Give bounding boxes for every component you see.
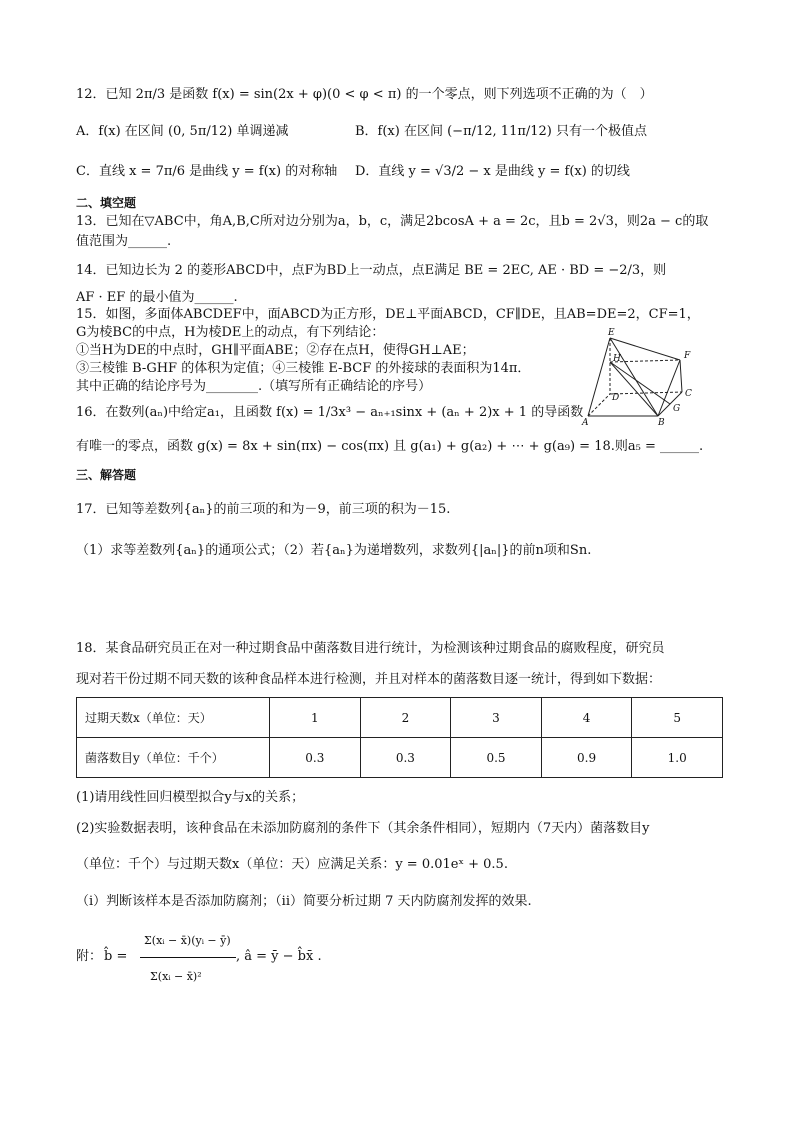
table-cell: 0.3 bbox=[270, 738, 361, 778]
polyhedron-figure bbox=[580, 326, 710, 430]
label-B: B bbox=[658, 418, 665, 428]
q12-option-d: D．直线 y = √3/2 − x 是曲线 y = f(x) 的切线 bbox=[355, 164, 630, 179]
q15-line1: 15．如图，多面体ABCDEF中，面ABCD为正方形，DE⊥平面ABCD，CF∥DE，且AB=DE=2，CF=1， bbox=[76, 307, 700, 322]
formula-prefix: 附： bbox=[76, 949, 103, 964]
q15-line2: G为棱BC的中点，H为棱DE上的动点，有下列结论： bbox=[76, 325, 385, 340]
q12-option-a: A．f(x) 在区间 (0, 5π/12) 单调递减 bbox=[76, 124, 289, 139]
q14-line2: AF · EF 的最小值为______. bbox=[76, 290, 238, 305]
table-cell: 2 bbox=[360, 698, 451, 738]
table-cell: 0.9 bbox=[541, 738, 632, 778]
q18-part2a: (2)实验数据表明，该种食品在未添加防腐剂的条件下（其余条件相同），短期内（7天内）菌落数目y bbox=[76, 821, 650, 836]
label-A: A bbox=[582, 418, 589, 428]
q16-line1: 16．在数列(aₙ)中给定a₁，且函数 f(x) = 1/3x³ − aₙ₊₁sinx + (aₙ + 2)x + 1 的导函数 bbox=[76, 405, 584, 420]
q13-line1: 13．已知在▽ABC中，角A,B,C所对边分别为a，b，c，满足2bcosA + a = 2c，且b = 2√3，则2a − c的取 bbox=[76, 214, 709, 229]
q18-part1: (1)请用线性回归模型拟合y与x的关系； bbox=[76, 790, 305, 805]
q12-stem: 12．已知 2π/3 是函数 f(x) = sin(2x + φ)(0 < φ < π) 的一个零点，则下列选项不正确的为（ ） bbox=[76, 87, 653, 102]
label-E: E bbox=[608, 328, 615, 338]
q14-line1: 14．已知边长为 2 的菱形ABCD中，点F为BD上一动点，点E满足 BE = 2EC, AE · BD = −2/3，则 bbox=[76, 263, 667, 278]
label-H: H bbox=[613, 354, 621, 364]
q16-line2: 有唯一的零点，函数 g(x) = 8x + sin(πx) − cos(πx) 且 g(a₁) + g(a₂) + ⋯ + g(a₉) = 18.则a₅ = ______. bbox=[76, 439, 704, 454]
section-fill-in: 二、填空题 bbox=[76, 196, 137, 210]
label-F: F bbox=[684, 351, 691, 361]
table-cell: 5 bbox=[632, 698, 723, 738]
table-row bbox=[77, 738, 723, 778]
q13-line2: 值范围为______. bbox=[76, 234, 172, 249]
q18-part3: （i）判断该样本是否添加防腐剂；（ii）简要分析过期 7 天内防腐剂发挥的效果. bbox=[76, 894, 532, 909]
formula-b-hat: b̂ = bbox=[104, 949, 128, 964]
q18-part2b: （单位：千个）与过期天数x（单位：天）应满足关系：y = 0.01eˣ + 0.5. bbox=[76, 857, 508, 872]
label-G: G bbox=[673, 404, 681, 414]
label-C: C bbox=[685, 389, 692, 399]
table-row bbox=[77, 698, 723, 738]
q12-option-c: C．直线 x = 7π/6 是曲线 y = f(x) 的对称轴 bbox=[76, 164, 338, 179]
table-cell: 0.5 bbox=[451, 738, 542, 778]
table-header-count: 菌落数目y（单位：千个） bbox=[77, 738, 270, 778]
formula-a-hat: , â = ȳ − b̂x̄ . bbox=[236, 949, 322, 964]
q15-line3: ①当H为DE的中点时，GH∥平面ABE；②存在点H，使得GH⊥AE； bbox=[76, 343, 475, 358]
table-cell: 3 bbox=[451, 698, 542, 738]
table-header-days: 过期天数x（单位：天） bbox=[77, 698, 270, 738]
table-cell: 0.3 bbox=[360, 738, 451, 778]
table-cell: 4 bbox=[541, 698, 632, 738]
q12-option-b: B．f(x) 在区间 (−π/12, 11π/12) 只有一个极值点 bbox=[355, 124, 648, 139]
q15-line4: ③三棱锥 B-GHF 的体积为定值；④三棱锥 E-BCF 的外接球的表面积为14π． bbox=[76, 361, 531, 376]
table-cell: 1 bbox=[270, 698, 361, 738]
formula-numerator: Σ(xᵢ − x̄)(yᵢ − ȳ) bbox=[144, 934, 231, 947]
table-cell: 1.0 bbox=[632, 738, 723, 778]
q15-line5: 其中正确的结论序号为________.（填写所有正确结论的序号） bbox=[76, 379, 432, 394]
q18-line2: 现对若干份过期不同天数的该种食品样本进行检测，并且对样本的菌落数目逐一统计，得到如下数据： bbox=[76, 672, 662, 687]
formula-denominator: Σ(xᵢ − x̄)² bbox=[150, 970, 202, 983]
section-answer: 三、解答题 bbox=[76, 468, 137, 482]
data-table bbox=[76, 697, 723, 778]
q17-line2: （1）求等差数列{aₙ}的通项公式；（2）若{aₙ}为递增数列，求数列{|aₙ|}的前n项和Sn. bbox=[76, 543, 592, 558]
q17-line1: 17．已知等差数列{aₙ}的前三项的和为－9，前三项的积为－15. bbox=[76, 502, 451, 517]
q18-line1: 18．某食品研究员正在对一种过期食品中菌落数目进行统计，为检测该种过期食品的腐败程度，研究员 bbox=[76, 641, 665, 656]
label-D: D bbox=[612, 393, 620, 403]
fraction-bar bbox=[140, 957, 236, 958]
